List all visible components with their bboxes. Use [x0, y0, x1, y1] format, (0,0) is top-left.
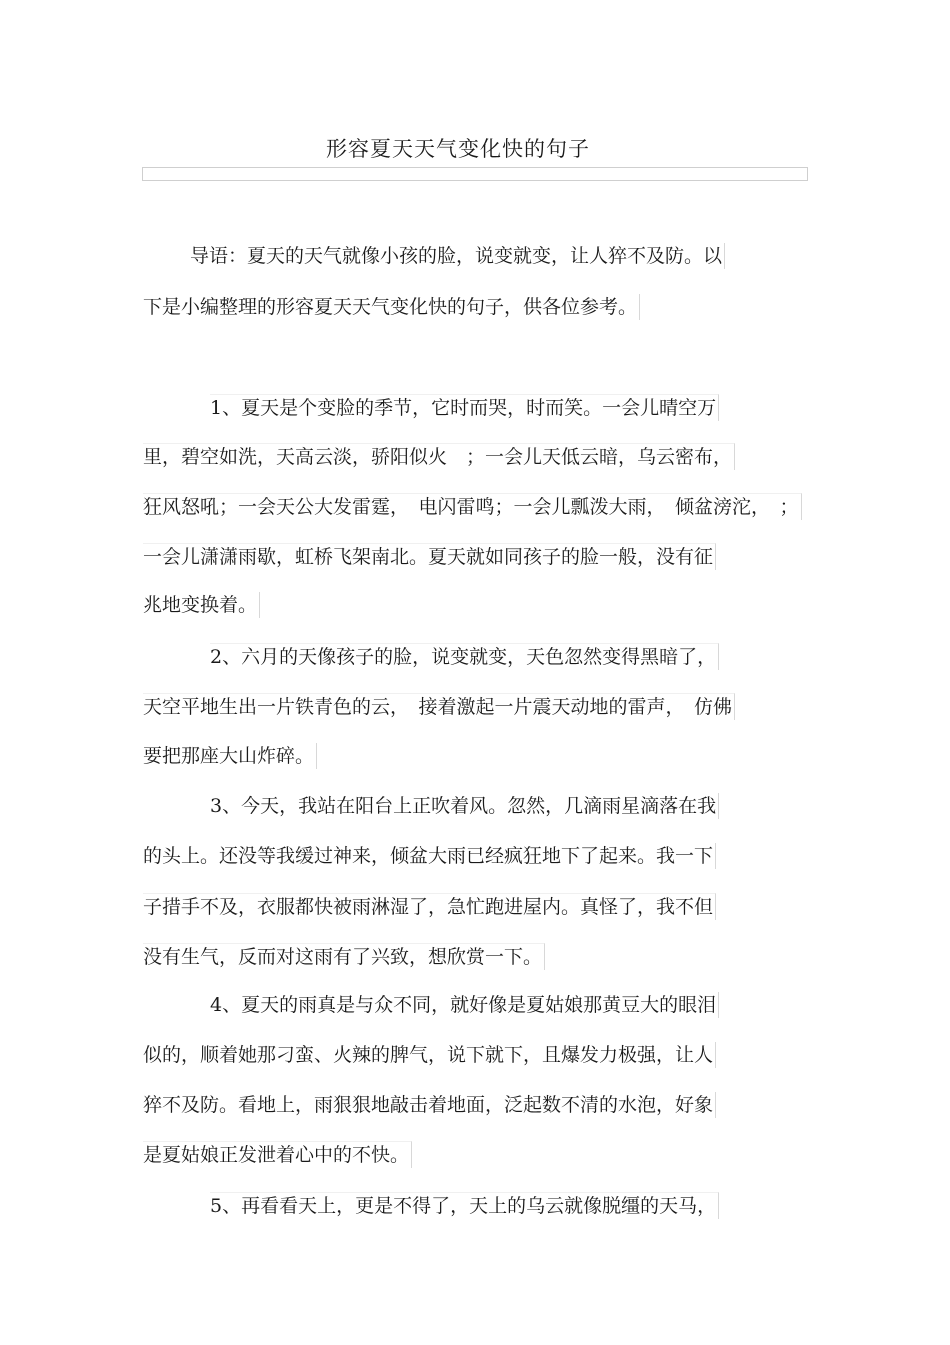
- item-3-line-4: 没有生气，反而对这雨有了兴致，想欣赏一下。: [143, 943, 545, 970]
- item-2-line-3: 要把那座大山炸碎。: [143, 743, 317, 769]
- item-1-line-4: 一会儿潇潇雨歇，虹桥飞架南北。夏天就如同孩子的脸一般，没有征: [143, 543, 716, 570]
- item-3-line-3: 子措手不及，衣服都快被雨淋湿了，急忙跑进屋内。真怪了，我不但: [143, 893, 716, 920]
- item-2-line-1: 2、六月的天像孩子的脸，说变就变，天色忽然变得黑暗了，: [210, 643, 719, 670]
- item-3-line-1: 3、今天，我站在阳台上正吹着风。忽然，几滴雨星滴落在我: [210, 793, 719, 819]
- title-underline: [142, 167, 808, 181]
- intro-line-1: 导语：夏天的天气就像小孩的脸，说变就变，让人猝不及防。以: [190, 243, 725, 269]
- item-5-line-1: 5、再看看天上，更是不得了，天上的乌云就像脱缰的天马，: [210, 1192, 719, 1219]
- item-4-line-4: 是夏姑娘正发泄着心中的不快。: [143, 1141, 412, 1168]
- item-1-line-5: 兆地变换着。: [143, 592, 260, 618]
- item-4-line-2: 似的，顺着她那刁蛮、火辣的脾气，说下就下，且爆发力极强，让人: [143, 1042, 716, 1068]
- item-2-line-2: 天空平地生出一片铁青色的云， 接着激起一片震天动地的雷声， 仿佛: [143, 693, 735, 720]
- item-1-line-1: 1、夏天是个变脸的季节，它时而哭，时而笑。一会儿晴空万: [210, 394, 719, 421]
- document-title: 形容夏天天气变化快的句子: [326, 137, 590, 161]
- item-1-line-3: 狂风怒吼；一会天公大发雷霆， 电闪雷鸣；一会儿瓢泼大雨， 倾盆滂沱， ；: [143, 493, 802, 520]
- item-1-line-2: 里，碧空如洗，天高云淡，骄阳似火 ；一会儿天低云暗，乌云密布，: [143, 443, 735, 470]
- intro-line-2: 下是小编整理的形容夏天天气变化快的句子，供各位参考。: [143, 294, 640, 320]
- item-4-line-3: 猝不及防。看地上，雨狠狠地敲击着地面，泛起数不清的水泡，好象: [143, 1092, 716, 1118]
- item-3-line-2: 的头上。还没等我缓过神来，倾盆大雨已经疯狂地下了起来。我一下: [143, 843, 716, 869]
- item-4-line-1: 4、夏天的雨真是与众不同，就好像是夏姑娘那黄豆大的眼泪: [210, 992, 719, 1018]
